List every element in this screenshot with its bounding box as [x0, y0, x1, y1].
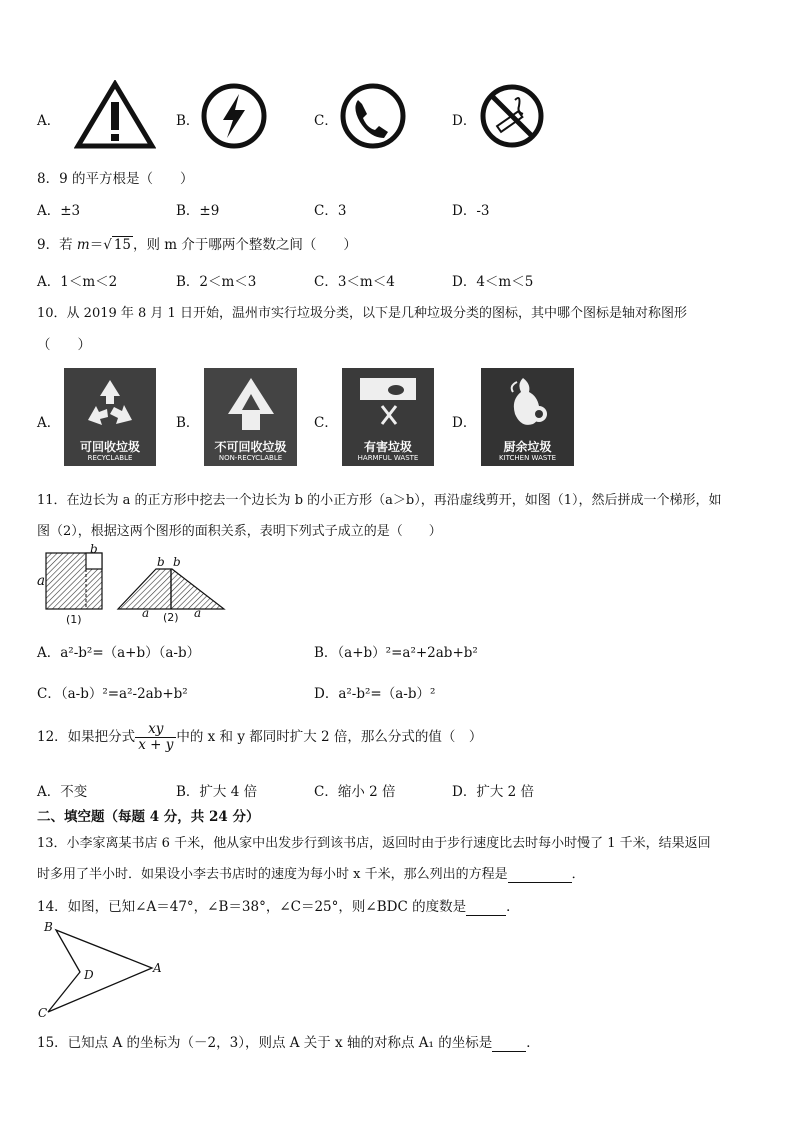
- q14-stem: 14．如图，已知∠A＝47°，∠B＝38°，∠C＝25°，则∠BDC 的度数是: [37, 899, 467, 915]
- warning-triangle-icon: [74, 80, 156, 150]
- q7-option-d-label: D．: [452, 113, 477, 129]
- kitchen-cn: 厨余垃圾: [503, 440, 552, 454]
- q13-line2: [37, 863, 585, 883]
- q9-option-b[interactable]: B．2＜m＜3: [176, 274, 257, 290]
- q10-option-b-label: B．: [176, 415, 200, 431]
- harmful-en: HARMFUL WASTE: [357, 454, 419, 462]
- q14-stem-row: [37, 895, 520, 916]
- section-2-title: 二、填空题（每题 4 分，共 24 分）: [37, 809, 260, 825]
- q8-option-a[interactable]: A．±3: [37, 203, 81, 219]
- kitchen-waste-icon: [495, 372, 559, 434]
- q11-fig1-caption: (1): [66, 613, 82, 626]
- q10-stem-line2: （ ）: [37, 337, 91, 353]
- q14-label-b: B: [44, 920, 53, 934]
- q15-stem: 15．已知点 A 的坐标为（－2，3），则点 A 关于 x 轴的对称点 A₁ 的坐标是: [37, 1035, 493, 1051]
- q9-sqrt: √ 15: [103, 237, 131, 253]
- recyclable-bin-sign[interactable]: [64, 368, 156, 466]
- q11-option-c[interactable]: C．（a-b）²=a²-2ab+b²: [37, 686, 188, 702]
- q15-end: ．: [526, 1035, 540, 1051]
- q14-end: ．: [506, 899, 520, 915]
- q14-label-c: C: [38, 1006, 48, 1020]
- q10-option-a-label: A．: [37, 415, 61, 431]
- kitchen-bin-sign[interactable]: [481, 368, 574, 466]
- q10-stem-line1: 10．从 2019 年 8 月 1 日开始，温州市实行垃圾分类，以下是几种垃圾分类的图标，其中哪个图标是轴对称图形: [37, 306, 687, 321]
- q9-stem-post: ，则 m 介于哪两个整数之间（ ）: [133, 237, 357, 253]
- harmful-cn: 有害垃圾: [363, 440, 412, 454]
- q10-option-c-label: C．: [314, 415, 338, 431]
- q11-stem-line1: 11．在边长为 a 的正方形中挖去一个边长为 b 的小正方形（a＞b），再沿虚线剪开，如图（1），然后拼成一个梯形，如: [37, 493, 722, 508]
- q8-option-d[interactable]: D．-3: [452, 203, 490, 219]
- q11-figures: [34, 542, 234, 628]
- q9-option-c[interactable]: C．3＜m＜4: [314, 274, 395, 290]
- telephone-icon: [338, 82, 408, 150]
- q12-option-c[interactable]: C．缩小 2 倍: [314, 784, 396, 800]
- q12-numerator: xy: [135, 722, 176, 738]
- q8-option-b[interactable]: B．±9: [176, 203, 220, 219]
- q11-fig1-label-b: b: [90, 542, 98, 556]
- recyclable-cn: 可回收垃圾: [79, 440, 140, 454]
- q14-label-a: A: [153, 961, 162, 975]
- q7-option-a-label: A．: [37, 113, 61, 129]
- q7-option-b-label: B．: [176, 113, 200, 129]
- q9-eq: ＝: [89, 237, 104, 253]
- q11-fig2-label-b1: b: [157, 555, 165, 569]
- q15-answer-blank[interactable]: [492, 1035, 526, 1052]
- q11-fig2-label-a2: a: [194, 606, 202, 620]
- kitchen-en: KITCHEN WASTE: [498, 454, 557, 462]
- q11-fig2-label-b2: b: [173, 555, 181, 569]
- q13-line1: 13．小李家离某书店 6 千米，他从家中出发步行到该书店，返回时由于步行速度比去时每小时慢了 1 千米，结果返回: [37, 836, 711, 851]
- q9-var-m: m: [76, 237, 90, 253]
- q11-option-b[interactable]: B．（a+b）²=a²+2ab+b²: [314, 645, 478, 661]
- q12-fraction: [135, 722, 176, 753]
- recyclable-en: RECYCLABLE: [87, 454, 133, 462]
- q11-option-a[interactable]: A．a²-b²=（a+b）（a-b）: [37, 645, 201, 661]
- q14-figure: [40, 920, 170, 1020]
- q11-figure-1: [46, 553, 102, 609]
- q14-answer-blank[interactable]: [466, 899, 506, 916]
- no-smoking-icon: [477, 82, 547, 150]
- q11-fig2-caption: (2): [163, 611, 179, 624]
- q11-stem-line2: 图（2），根据这两个图形的面积关系，表明下列式子成立的是（ ）: [37, 524, 442, 539]
- q11-fig1-label-a: a: [37, 573, 46, 589]
- q8-stem: 8．9 的平方根是（ ）: [37, 171, 194, 187]
- q12-stem: [37, 722, 482, 753]
- non-recyclable-icon: [222, 374, 280, 434]
- q9-stem-pre: 9．若: [37, 237, 77, 253]
- q9-stem: [37, 233, 357, 253]
- q12-option-d[interactable]: D．扩大 2 倍: [452, 784, 534, 800]
- q11-fig2-label-a1: a: [142, 606, 150, 620]
- q9-option-a[interactable]: A．1＜m＜2: [37, 274, 118, 290]
- q15-stem-row: [37, 1031, 540, 1052]
- non-recyclable-bin-sign[interactable]: [204, 368, 297, 466]
- harmful-bin-sign[interactable]: [342, 368, 434, 466]
- q9-radicand: 15: [113, 237, 131, 253]
- q12-stem-post: 中的 x 和 y 都同时扩大 2 倍，那么分式的值（ ）: [176, 728, 483, 745]
- q11-figure-2: [118, 569, 224, 609]
- q10-option-d-label: D．: [452, 415, 477, 431]
- non-recyclable-en: NON-RECYCLABLE: [218, 454, 283, 462]
- harmful-waste-icon: [356, 376, 420, 434]
- q12-denominator: x + y: [138, 736, 174, 753]
- q9-option-d[interactable]: D．4＜m＜5: [452, 274, 534, 290]
- q14-label-d: D: [84, 968, 94, 982]
- q8-option-c[interactable]: C．3: [314, 203, 347, 219]
- q13-end: ．: [571, 867, 585, 882]
- lightning-bolt-icon: [199, 82, 269, 150]
- q13-line2-text: 时多用了半小时．如果设小李去书店时的速度为每小时 x 千米，那么列出的方程是: [37, 867, 508, 882]
- q12-option-b[interactable]: B．扩大 4 倍: [176, 784, 258, 800]
- q7-option-c-label: C．: [314, 113, 338, 129]
- q13-answer-blank[interactable]: [508, 867, 572, 883]
- recycle-icon: [80, 376, 140, 432]
- q12-option-a[interactable]: A．不变: [37, 784, 88, 800]
- q11-option-d[interactable]: D．a²-b²=（a-b）²: [314, 686, 436, 702]
- non-recyclable-cn: 不可回收垃圾: [214, 440, 287, 454]
- q12-stem-pre: 12．如果把分式: [37, 728, 136, 745]
